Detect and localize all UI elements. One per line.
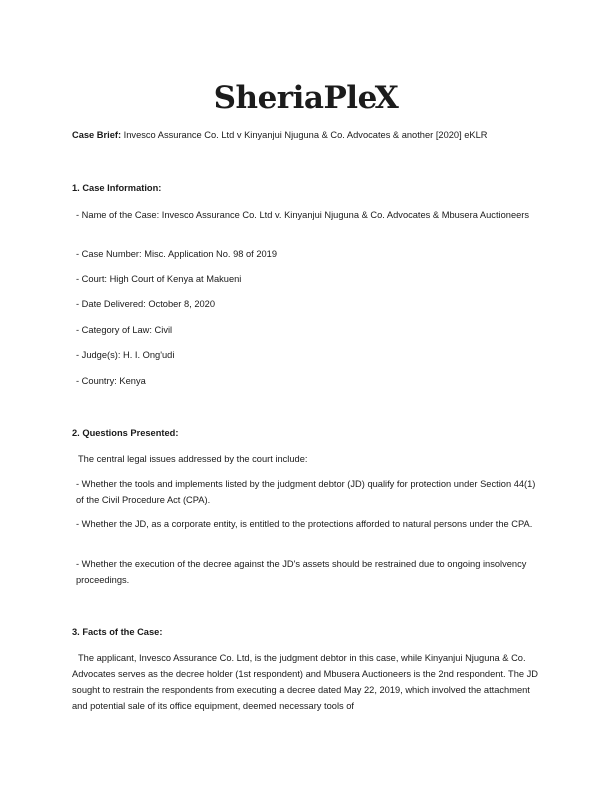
section-heading-facts: 3. Facts of the Case: (72, 627, 163, 637)
question-item-1: - Whether the tools and implements listed by the judgment debtor (JD) qualify for protection under Section 44(1) of the Civil Procedure Act (CPA). (76, 479, 536, 505)
sheriaplex-logo (0, 76, 612, 120)
judges-item: - Judge(s): H. I. Ong'udi (76, 350, 175, 360)
case-brief-label: Case Brief: (72, 130, 122, 140)
court-item: - Court: High Court of Kenya at Makueni (76, 274, 242, 284)
section-heading-case-information: 1. Case Information: (72, 183, 162, 193)
questions-intro: The central legal issues addressed by the court include: (78, 454, 308, 464)
case-brief-title: Invesco Assurance Co. Ltd v Kinyanjui Njuguna & Co. Advocates & another [2020] eKLR (121, 130, 488, 140)
country-item: - Country: Kenya (76, 376, 146, 386)
question-item-3: - Whether the execution of the decree against the JD's assets should be restrained due to ongoing insolvency proceedings. (76, 559, 527, 585)
date-delivered-item: - Date Delivered: October 8, 2020 (76, 299, 216, 309)
case-name-item: - Name of the Case: Invesco Assurance Co. Ltd v. Kinyanjui Njuguna & Co. Advocates & Mbusera Auctioneers (76, 210, 530, 220)
logo-x-mark: X (374, 79, 399, 116)
category-item: - Category of Law: Civil (76, 325, 173, 335)
question-item-2: - Whether the JD, as a corporate entity, is entitled to the protections afforded to natural persons under the CPA. (76, 519, 533, 529)
section-heading-questions-presented: 2. Questions Presented: (72, 428, 179, 438)
logo-main-text: SheriaPle (213, 79, 377, 116)
facts-paragraph: The applicant, Invesco Assurance Co. Ltd, is the judgment debtor in this case, while Kinyanjui Njuguna & Co. Advocates serves as the decree holder (1st respondent) and Mbusera Auctioneers is the 2nd respondent. The JD sought to restrain the respondents from executing a decree dated May 22, 2019, which involved the attachment and potential sale of its office equipment, deemed necessary tools of (72, 653, 538, 711)
logo-wordmark (213, 79, 399, 116)
case-number-item: - Case Number: Misc. Application No. 98 of 2019 (76, 249, 278, 259)
case-brief-line (72, 127, 542, 143)
